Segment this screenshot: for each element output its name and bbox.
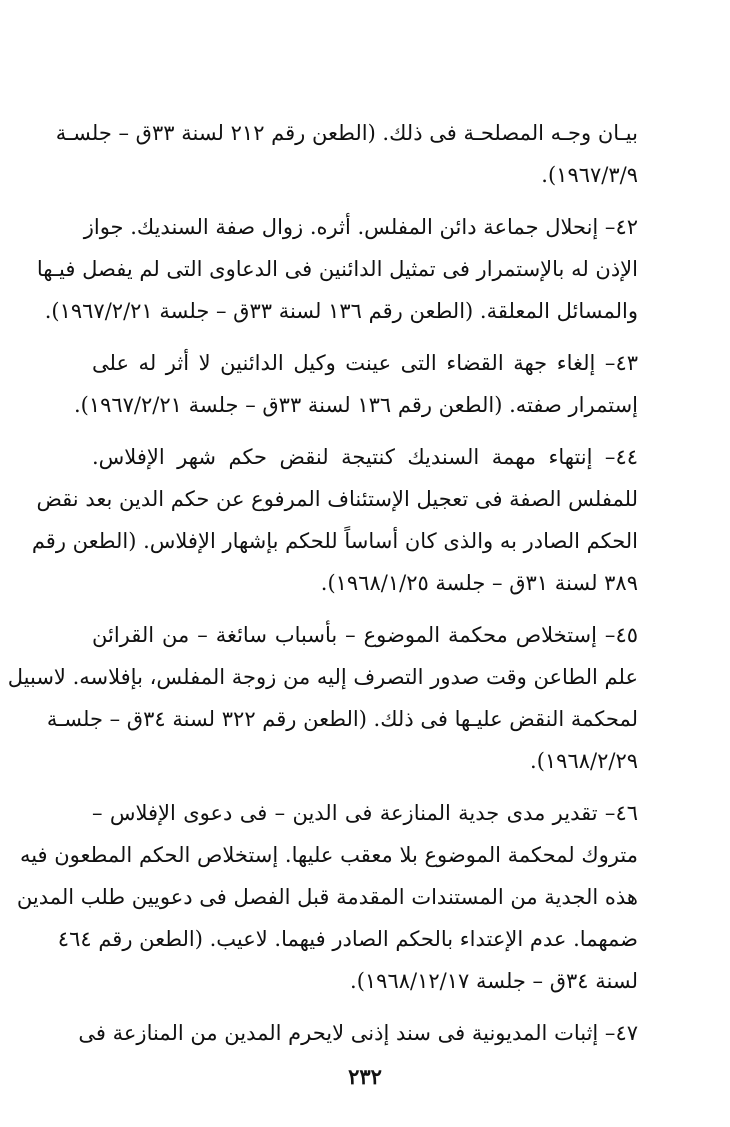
text-line: والمسائل المعلقة. (الطعن رقم ١٣٦ لسنة ٣٣ق – جلسة ١٩٦٧/٢/٢١). xyxy=(44,299,638,323)
text-line: الإذن له بالإستمرار فى تمثيل الدائنين فى الدعاوى التى لم يفصل فيـها xyxy=(36,257,638,281)
paragraph-item-43 xyxy=(73,342,638,426)
paragraph-item-42 xyxy=(36,206,638,332)
text-line: ٤٢– إنحلال جماعة دائن المفلس. أثره. زوال صفة السنديك. جواز xyxy=(83,215,638,239)
text-line: ٤٦– تقدير مدى جدية المنازعة فى الدين – فى دعوى الإفلاس – xyxy=(92,801,638,825)
paragraph-item-46 xyxy=(16,792,638,1002)
page-number: ٢٣٢ xyxy=(348,1064,382,1089)
paragraph-continuation xyxy=(55,112,638,196)
text-line: الحكم الصادر به والذى كان أساساً للحكم بإشهار الإفلاس. (الطعن رقم xyxy=(31,529,638,553)
paragraph-item-47 xyxy=(78,1012,638,1054)
text-line: لمحكمة النقض عليـها فى ذلك. (الطعن رقم ٣٢٢ لسنة ٣٤ق – جلسـة xyxy=(46,707,638,731)
text-line: ٤٧– إثبات المديونية فى سند إذنى لايحرم المدين من المنازعة فى xyxy=(78,1021,638,1045)
text-line: إستمرار صفته. (الطعن رقم ١٣٦ لسنة ٣٣ق – جلسة ١٩٦٧/٢/٢١). xyxy=(73,393,638,417)
paragraph-item-45 xyxy=(7,614,638,782)
text-line: ١٩٦٧/٣/٩). xyxy=(541,163,638,187)
text-line: متروك لمحكمة الموضوع بلا معقب عليها. إستخلاص الحكم المطعون فيه xyxy=(19,843,638,867)
text-line: بيـان وجـه المصلحـة فى ذلك. (الطعن رقم ٢١٢ لسنة ٣٣ق – جلسـة xyxy=(55,121,638,145)
paragraph-item-44 xyxy=(31,436,638,604)
text-line: علم الطاعن وقت صدور التصرف إليه من زوجة المفلس، بإفلاسه. لاسبيل xyxy=(7,665,638,689)
text-line: ضمهما. عدم الإعتداء بالحكم الصادر فيهما. لاعيب. (الطعن رقم ٤٦٤ xyxy=(57,927,638,951)
text-line: ٣٨٩ لسنة ٣١ق – جلسة ١٩٦٨/١/٢٥). xyxy=(320,571,638,595)
text-line: ٤٣– إلغاء جهة القضاء التى عينت وكيل الدائنين لا أثر له على xyxy=(92,351,638,375)
text-line: ٤٤– إنتهاء مهمة السنديك كنتيجة لنقض حكم شهر الإفلاس. xyxy=(92,445,638,469)
text-line: ١٩٦٨/٢/٢٩). xyxy=(530,749,638,773)
text-line: لسنة ٣٤ق – جلسة ١٩٦٨/١٢/١٧). xyxy=(350,969,638,993)
text-line: ٤٥– إستخلاص محكمة الموضوع – بأسباب سائغة – من القرائن xyxy=(92,623,638,647)
text-line: للمفلس الصفة فى تعجيل الإستئناف المرفوع عن حكم الدين بعد نقض xyxy=(36,487,638,511)
text-body xyxy=(7,112,638,1064)
text-line: هذه الجدية من المستندات المقدمة قبل الفصل فى دعويين طلب المدين xyxy=(16,885,638,909)
